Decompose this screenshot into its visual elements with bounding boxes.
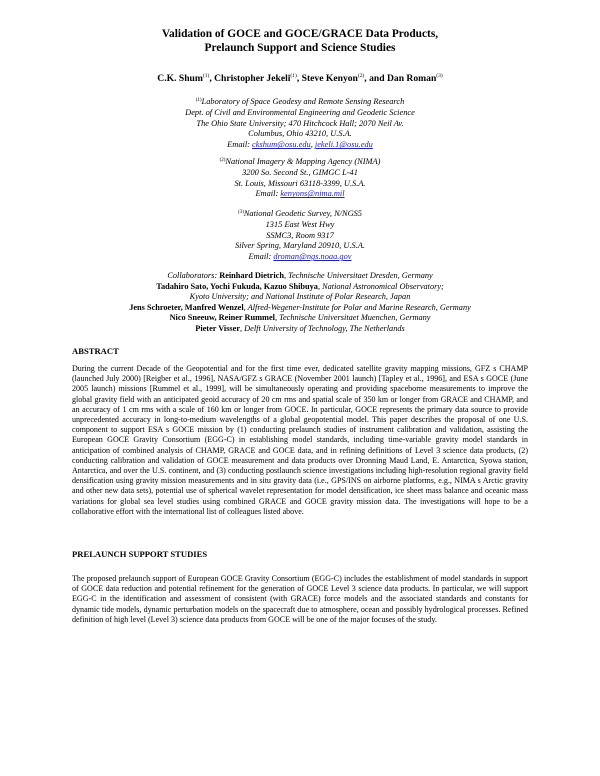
affiliation-email-row xyxy=(80,189,520,200)
collaborator-line xyxy=(50,271,550,282)
author-affiliation-mark: (3) xyxy=(436,73,443,79)
email-label: Email: xyxy=(248,252,272,262)
author-separator: , xyxy=(296,73,302,84)
author-separator: , and xyxy=(364,73,387,84)
collaborator-line xyxy=(50,303,550,314)
affiliation-line: Silver Spring, Maryland 20910, U.S.A. xyxy=(234,241,366,251)
email-link[interactable]: ckshum@osu.edu xyxy=(252,140,311,150)
author-list xyxy=(60,70,540,85)
affiliation-email-row xyxy=(80,252,520,263)
author-name: Dan Roman xyxy=(386,73,437,84)
affiliation-line: Laboratory of Space Geodesy and Remote Sensing Research xyxy=(201,97,405,106)
collaborator-institution: , Technische Universitaet Muenchen, Germany xyxy=(274,313,431,323)
author-name: Steve Kenyon xyxy=(301,73,358,84)
affiliation-mark: (2) xyxy=(219,158,226,163)
author-name: Christopher Jekeli xyxy=(214,73,291,84)
collaborator-institution: , National Astronomical Observatory; xyxy=(317,281,444,291)
collaborator-institution: , Alfred-Wegener-Institute for Polar and Marine Research, Germany xyxy=(243,302,471,312)
collaborator-line xyxy=(50,282,550,293)
collaborator-line xyxy=(50,313,550,324)
collaborator-institution: Kyoto University; and National Institute of Polar Research, Japan xyxy=(189,292,411,302)
affiliation-line: 1315 East West Hwy xyxy=(265,219,335,229)
collaborator-names: Tadahiro Sato, Yochi Fukuda, Kazuo Shibuya xyxy=(156,281,318,291)
collaborator-names: Jens Schroeter, Manfred Wenzel xyxy=(129,302,244,312)
collaborator-names: Nico Sneeuw, Reiner Rummel xyxy=(169,313,275,323)
affiliation-line: National Imagery & Mapping Agency (NIMA) xyxy=(225,157,381,166)
collaborator-names: Pieter Visser xyxy=(195,323,241,333)
paper-title xyxy=(70,27,530,55)
email-label: Email: xyxy=(255,189,279,199)
author-separator: , xyxy=(209,73,215,84)
affiliation-line: Columbus, Ohio 43210, U.S.A. xyxy=(248,129,352,139)
collaborator-institution: , Delft University of Technology, The Netherlands xyxy=(240,323,405,333)
collaborator-names: Reinhard Dietrich xyxy=(219,271,284,280)
affiliation-line: National Geodetic Survey, N/NGS5 xyxy=(243,209,362,218)
email-link[interactable]: kenyons@nima.mil xyxy=(280,189,345,199)
collaborators-label: Collaborators: xyxy=(167,271,218,280)
title-line-1: Validation of GOCE and GOCE/GRACE Data Products, xyxy=(161,28,439,40)
email-link[interactable]: jekeli.1@osu.edu xyxy=(314,140,373,150)
affiliation-2 xyxy=(80,156,520,200)
prelaunch-heading: PRELAUNCH SUPPORT STUDIES xyxy=(72,549,208,559)
collaborator-line xyxy=(50,292,550,303)
email-link[interactable]: droman@ngs.noaa.gov xyxy=(273,252,352,262)
collaborator-line xyxy=(50,324,550,335)
affiliation-line: The Ohio State University; 470 Hitchcock Hall; 2070 Neil Av. xyxy=(196,118,404,128)
author-affiliation-mark: (1) xyxy=(290,73,297,79)
abstract-paragraph: During the current Decade of the Geopotential and for the first time ever, dedicated satellite gravity mapping missions, GFZ s CHAMP (launched July 2000) [Reigber et al., 1996], NASA/GFZ s GRACE (November 2001 launch) [Tapley et al., 1996], and ESA s GOCE (June 2005 launch) missions [Rummel et al., 1999], will be simultaneously operating and providing spaceborne measurements to improve the global gravity field with an anticipated geoid accuracy of 20 cm rms and spatial scale of 350 km or longer from GRACE and CHAMP, and an accuracy of 1 cm rms with a scale of 160 km or longer from GOCE. In particular, GOCE represents the primary data source to provide unprecedented accuracy in long-to-medium wavelengths of a global geopotential model. This paper describes the proposal of one U.S. component to support ESA s GOCE mission by (1) conducting prelaunch studies of instrument calibration and validation, assisting the European GOCE Gravity Consortium (EGG-C) in establishing model standards, including time-variable gravity model standards in anticipation of combined analysis of CHAMP, GRACE and GOCE data, and in refining definitions of Level 3 science data products, (2) conducting calibration and validation of GOCE measurement and data products over Dronning Maud Land, E. Antarctica, Syowa station, Antarctica, and over the U.S. continent, and (3) conducting postlaunch science investigations including high-resolution regional gravity field densification using gravity mission measurements and in situ gravity data (i.e., GPS/INS on airborne platforms, e.g., NIMA s Arctic gravity and other new data sets), potential use of spherical wavelet representation for model densification, ice sheet mass balance and oceanic mass variations for global sea level studies using combined GRACE and GOCE gravity mission data. The investigations will hope to be a collaborative effort with the international list of colleagues listed above. xyxy=(72,364,528,516)
affiliation-line: SSMC3, Room 9317 xyxy=(266,230,334,240)
title-line-2: Prelaunch Support and Science Studies xyxy=(204,42,396,54)
affiliation-mark: (3) xyxy=(237,210,244,215)
abstract-heading: ABSTRACT xyxy=(72,346,119,356)
author-name: C.K. Shum xyxy=(157,73,203,84)
collaborator-institution: , Technische Universitaet Dresden, Germany xyxy=(283,271,433,280)
prelaunch-paragraph: The proposed prelaunch support of European GOCE Gravity Consortium (EGG-C) includes the establishment of model standards in support of GOCE data reduction and potential refinement for the generation of GOCE Level 3 science data products. In particular, we will support EGG-C in the identification and assessment of consistent (with GRACE) force models and the associated standards and constants for dynamic tide models, dynamic perturbation models on the spacecraft due to atmosphere, ocean and possibly hydrological processes. Refined definition of high level (Level 3) science data products from GOCE will be one of the major focuses of the study. xyxy=(72,574,528,624)
author-affiliation-mark: (1) xyxy=(202,73,210,79)
affiliation-line: St. Louis, Missouri 63118-3399, U.S.A. xyxy=(234,178,366,188)
affiliation-email-row: Email: ckshum@osu.edu, jekeli.1@osu.edu xyxy=(227,140,373,150)
author-affiliation-mark: (2) xyxy=(357,73,365,79)
collaborators-block xyxy=(50,271,550,335)
affiliation-line: Dept. of Civil and Environmental Engineering and Geodetic Science xyxy=(185,107,415,117)
affiliation-1 xyxy=(80,96,520,151)
affiliation-line: 3200 So. Second St., GIMGC L-41 xyxy=(242,167,358,177)
email-label: Email: xyxy=(227,140,250,150)
affiliation-3 xyxy=(80,208,520,263)
affiliation-mark: (1) xyxy=(195,98,202,103)
